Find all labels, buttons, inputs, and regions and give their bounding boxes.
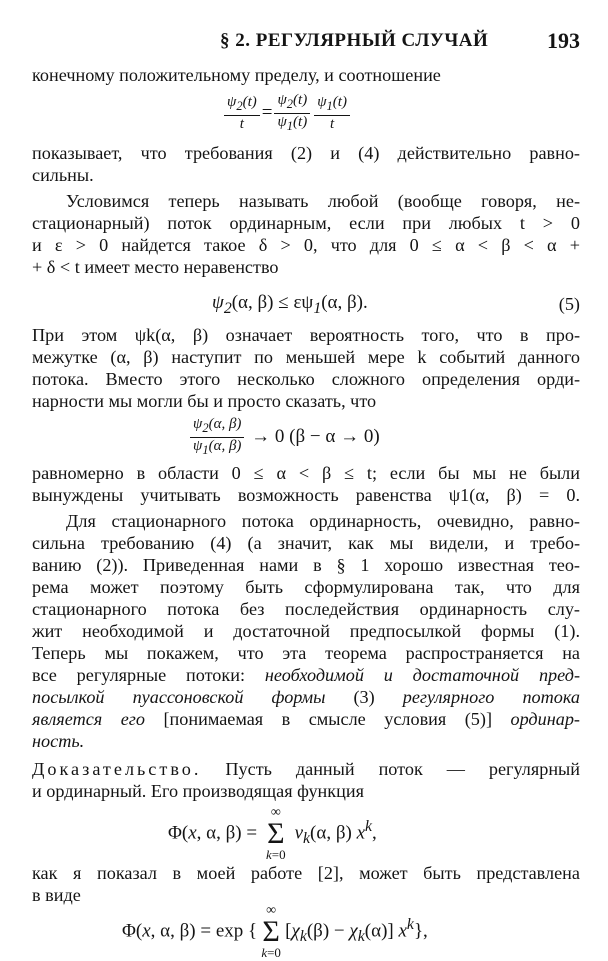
text-line: показывает, что требования (2) и (4) действительно равно- [32,143,580,163]
text-line [32,758,580,780]
text-line: сильна требованию (4) (а значит, как мы видели, и требо- [32,533,580,553]
text-run: (3) [353,687,375,707]
formula-inequality: $\psi_2(\alpha$, $\beta) \le \varepsilon\psi_1(\alpha$, β). [212,292,368,317]
italic-text: регулярного потока [402,687,581,707]
text-run: [понимаемая в смысле условия (5)] [163,709,492,729]
text-line: равномерно в области 0 ≤ α < β ≤ t; если бы мы не были [32,463,580,483]
italic-text: является его [32,709,145,729]
text-line: Теперь мы покажем, что эта теорема распространяется на [32,643,580,663]
text-line: Условимся теперь называть любой (вообще говоря, не- [66,191,580,211]
text-line: стационарный) поток ординарным, если при любых t > 0 [32,213,580,233]
text-run: все регулярные потоки: [32,665,246,685]
equation-number: (5) [558,294,580,314]
text-line: как я показал в моей работе [2], может быть представлена [32,863,580,883]
italic-text: ординар- [510,709,580,729]
text-line: межутке (α, β) наступит по меньшей мере k событий данного [32,347,580,367]
text-line [32,708,580,730]
formula-exp-representation: Φ(x, α, β) = exp { ∞ Σ k=0 $[\chi_k(\beta) - \chi_k(\alpha)]$ $x^k$}, [122,902,428,960]
text-line: сильны. [32,165,94,185]
running-header [32,30,580,56]
italic-text: ность. [32,731,85,751]
section-title: § 2. РЕГУЛЯРНЫЙ СЛУЧАЙ [220,30,489,51]
text-line: жит необходимой и достаточной предпосылкой формы (1). [32,621,580,641]
text-line: ванию (2)). Приведенная нами в § 1 хорошо известная тео- [32,555,580,575]
text-line: рема может поэтому быть сформулирована так, что для [32,577,580,597]
text-line: Для стационарного потока ординарность, очевидно, равно- [66,511,580,531]
text-run: Пусть данный поток — регулярный [225,759,581,779]
text-line: стационарного потока без последействия ординарность слу- [32,599,580,619]
page-number: 193 [547,28,580,53]
italic-text: необходимой и достаточной пред- [264,665,581,685]
text-line: и ординарный. Его производящая функция [32,781,364,801]
text-line: вынуждены учитывать возможность равенства ψ1(α, β) = 0. [32,485,580,505]
text-line [32,664,580,686]
text-line: и ε > 0 найдется такое δ > 0, что для 0 ≤ α < β < α + [32,235,580,255]
text-line: потока. Вместо этого несколько сложного определения орди- [32,369,580,389]
text-line: При этом ψk(α, β) означает вероятность того, что в про- [32,325,580,345]
italic-text: посылкой пуассоновской формы [32,687,326,707]
text-line: в виде [32,885,81,905]
formula-ratio-decomposition: $\frac{\psi_2(t)}{t}$ = $\frac{\psi_2(t)}{\psi_1(t)}$ $\frac{\psi_1(t)}{t}$ [222,92,352,135]
text-line: + δ < t имеет место неравенство [32,257,279,277]
formula-generating-function: Φ(x, α, β) = ∞ Σ k=0 $v_k(\alpha$, β) $x^k$, [168,804,377,862]
text-line: нарности мы могли бы и просто сказать, что [32,391,377,411]
text-line [32,686,580,708]
text-line [32,730,580,752]
text-line: конечному положительному пределу, и соотношение [32,65,441,85]
formula-limit: $\frac{\psi_2(\alpha, \beta)}{\psi_1(\alpha, \beta)}$ → 0 (β − α → 0) [188,416,380,459]
proof-heading: Доказательство. [32,759,202,779]
